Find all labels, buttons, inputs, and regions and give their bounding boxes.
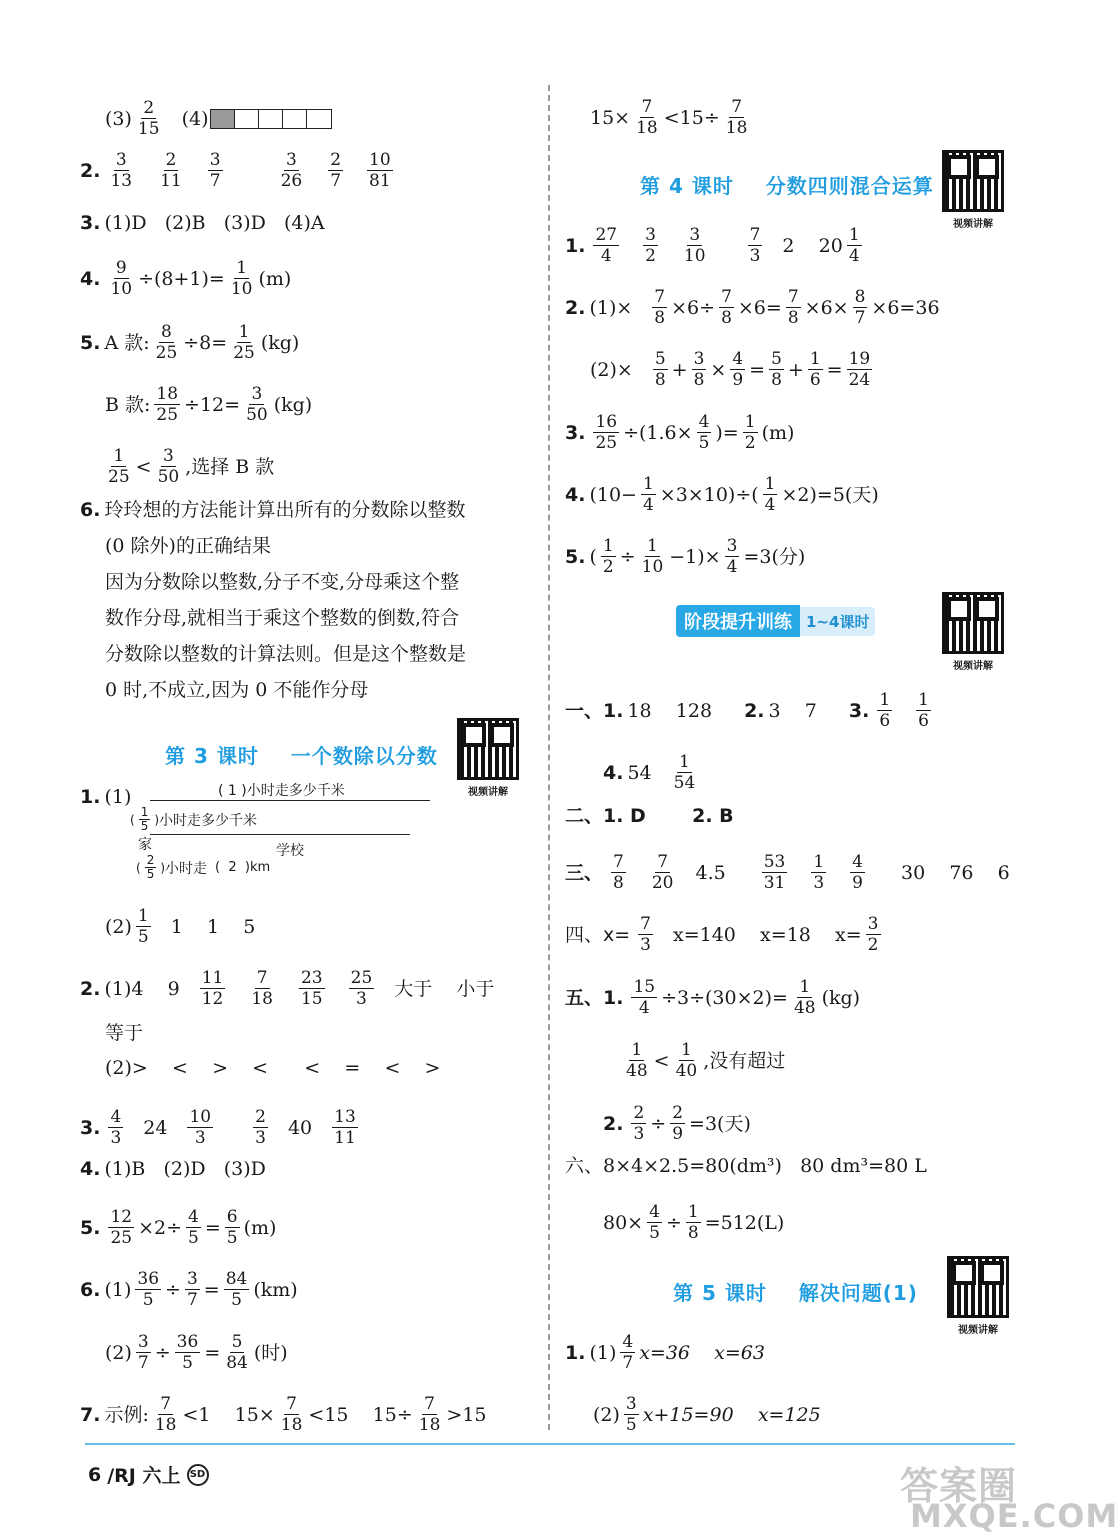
text: (3) (105, 107, 132, 130)
qr-code[interactable] (940, 150, 1006, 230)
answer-line: (2)× $\frac{5}{8}$ + $\frac{3}{8}$ × $\frac{4}{9}$ = $\frac{5}{8}$ + $\frac{1}{6}$ = $\frac{19}{24}$ (590, 349, 871, 390)
answer-line: (0 除外)的正确结果 (105, 535, 271, 557)
qr-code-icon (457, 718, 519, 780)
diagram-label: 家 (138, 837, 152, 853)
line-diagram (118, 780, 518, 880)
qr-caption: 视频讲解 (953, 661, 993, 672)
answer-line: 六、8×4×2.5=80(dm³) 80 dm³=80 L (565, 1155, 927, 1177)
answer-line: 3. (1)D (2)B (3)D (4)A (80, 212, 325, 234)
answer-line: 2. $\frac{3}{13}$ $\frac{2}{11}$ $\frac{3}{7}$ $\frac{3}{26}$ $\frac{2}{7}$ $\frac{10}{81}$ (80, 150, 391, 191)
answer-line: 2. $\frac{2}{3}$ ÷ $\frac{2}{9}$ =3(天) (603, 1103, 751, 1144)
brace-top (150, 800, 430, 801)
answer-line: 三、 $\frac{7}{8}$ $\frac{7}{20}$ 4.5 $\frac{53}{31}$ $\frac{1}{3}$ $\frac{4}{9}$ 30 76 6 (565, 852, 1010, 893)
answer-line: (2)> < > < < = < > (105, 1057, 441, 1079)
answer-line: 2. (1)4 9 $\frac{11}{12}$ $\frac{7}{18}$ $\frac{23}{15}$ $\frac{25}{3}$ 大于 小于 (80, 968, 495, 1009)
page-footer (88, 1461, 209, 1488)
diagram-label: 学校 (276, 843, 304, 859)
answer-line: 4. 54 $\frac{1}{54}$ (603, 752, 696, 793)
answer-line: 5. $\frac{12}{25}$ ×2÷ $\frac{4}{5}$ = $\frac{6}{5}$ (m) (80, 1207, 277, 1248)
answer-line: $\frac{1}{48}$ < $\frac{1}{40}$ ,没有超过 (626, 1040, 786, 1081)
distance-line (150, 834, 410, 835)
answer-line: 因为分数除以整数,分子不变,分母乘这个整 (105, 571, 460, 593)
answer-line: 4. (10− $\frac{1}{4}$ ×3×10)÷( $\frac{1}{4}$ ×2)=5(天) (565, 474, 879, 515)
diagram-label: ( 1 )小时走多少千米 (218, 783, 345, 799)
answer-line: 6. 玲玲想的方法能计算出所有的分数除以整数 (80, 499, 466, 521)
answer-line: 4. $\frac{9}{10}$ ÷(8+1)= $\frac{1}{10}$ (m) (80, 258, 292, 299)
diagram-label: ( $\frac{1}{5}$ ) 小时走多少千米 (130, 805, 258, 833)
qr-caption: 视频讲解 (468, 787, 508, 798)
answer-line: 五、1. $\frac{15}{4}$ ÷3÷(30×2)= $\frac{1}{48}$ (kg) (565, 977, 861, 1018)
qr-code-icon (942, 150, 1004, 212)
answer-line: 5. A 款: $\frac{8}{25}$ ÷8= $\frac{1}{25}$ (kg) (80, 322, 300, 363)
column-divider (548, 85, 550, 1430)
qr-code[interactable] (945, 1256, 1011, 1336)
answer-line: 1. (1) (80, 786, 132, 808)
watermark-url: MXQE.COM (910, 1497, 1118, 1535)
text: (4) (181, 107, 209, 130)
page-number: 6 (88, 1463, 102, 1486)
section-heading: 第 5 课时 解决问题(1) (673, 1281, 918, 1305)
answer-line: (2) $\frac{3}{5}$ x+15=90 x=125 (593, 1394, 821, 1435)
answer-line: 3. $\frac{4}{3}$ 24 $\frac{10}{3}$ $\frac{2}{3}$ 40 $\frac{13}{11}$ (80, 1107, 356, 1148)
answer-line: 80× $\frac{4}{5}$ ÷ $\frac{1}{8}$ =512(L) (603, 1202, 785, 1243)
qr-code-icon (942, 592, 1004, 654)
answer-line: 1. (1) $\frac{4}{7}$ x=36 x=63 (565, 1332, 765, 1373)
answer-line: 等于 (105, 1022, 144, 1044)
stage-badge (676, 606, 875, 636)
answer-line: 5. ( $\frac{1}{2}$ ÷ $\frac{1}{10}$ −1)× $\frac{3}{4}$ =3(分) (565, 536, 806, 577)
answer-line (105, 98, 332, 139)
answer-line: 1. $\frac{27}{4}$ $\frac{3}{2}$ $\frac{3}{10}$ $\frac{7}{3}$ 2 20 $\frac{1}{4}$ (565, 225, 860, 266)
watermark (900, 1455, 1118, 1535)
section-heading: 第 3 课时 一个数除以分数 (165, 744, 438, 768)
publisher-logo: SD (187, 1464, 209, 1486)
answer-line: 分数除以整数的计算法则。但是这个整数是 (105, 643, 467, 665)
answer-line: 二、1. D 2. B (565, 805, 734, 827)
answer-line: (2) $\frac{1}{5}$ 1 1 5 (105, 906, 256, 947)
footer-rule (85, 1443, 1015, 1445)
fraction: $\frac{2}{15}$ (137, 98, 160, 139)
answer-line: 4. (1)B (2)D (3)D (80, 1158, 266, 1180)
answer-line: 3. $\frac{16}{25}$ ÷(1.6× $\frac{4}{5}$ )= $\frac{1}{2}$ (m) (565, 412, 795, 453)
answer-line: 6. (1) $\frac{36}{5}$ ÷ $\frac{3}{7}$ = $\frac{84}{5}$ (km) (80, 1269, 298, 1310)
answer-line: 7. 示例: $\frac{7}{18}$ <1 15× $\frac{7}{18}$ <15 15÷ $\frac{7}{18}$ >15 (80, 1394, 487, 1435)
answer-line: $\frac{1}{25}$ < $\frac{3}{50}$ ,选择 B 款 (108, 446, 275, 487)
section-heading: 第 4 课时 分数四则混合运算 (640, 174, 934, 198)
qr-caption: 视频讲解 (958, 1325, 998, 1336)
qr-code[interactable] (940, 592, 1006, 672)
qr-caption: 视频讲解 (953, 219, 993, 230)
badge-title: 阶段提升训练 (676, 605, 800, 637)
answer-line: 0 时,不成立,因为 0 不能作分母 (105, 679, 369, 701)
badge-range: 1~4课时 (800, 607, 875, 636)
answer-line: 2. (1)× $\frac{7}{8}$ ×6÷ $\frac{7}{8}$ ×6= $\frac{7}{8}$ ×6× $\frac{8}{7}$ ×6=36 (565, 287, 940, 328)
diagram-label: ( $\frac{2}{5}$ ) 小时走 ( 2 )km (136, 853, 271, 881)
answer-boxes (210, 109, 332, 129)
answer-line: (2) $\frac{3}{7}$ ÷ $\frac{36}{5}$ = $\frac{5}{84}$ (时) (105, 1332, 288, 1373)
answer-line: 一、1. 18 128 2. 3 7 3. $\frac{1}{6}$ $\frac{1}{6}$ (565, 690, 929, 731)
answer-line: 15× $\frac{7}{18}$ <15÷ $\frac{7}{18}$ (590, 97, 748, 138)
qr-code-icon (947, 1256, 1009, 1318)
answer-line: 数作分母,就相当于乘这个整数的倒数,符合 (105, 607, 460, 629)
answer-line: 四、x= $\frac{7}{3}$ x=140 x=18 x= $\frac{3}{2}$ (565, 914, 879, 955)
answer-line: B 款: $\frac{18}{25}$ ÷12= $\frac{3}{50}$ (kg) (105, 384, 313, 425)
watermark-text: 答案圈 (900, 1464, 1018, 1508)
book-label: /RJ 六上 (107, 1465, 181, 1487)
